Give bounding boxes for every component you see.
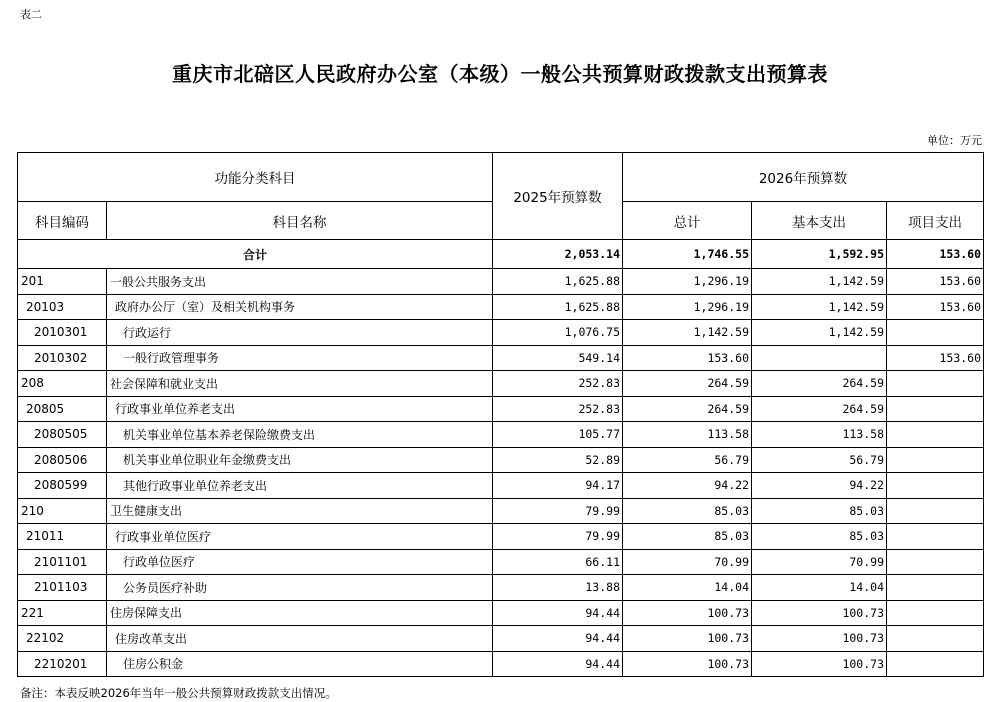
row-project bbox=[887, 524, 984, 550]
row-code: 208 bbox=[18, 371, 107, 397]
row-project bbox=[887, 422, 984, 448]
row-basic: 85.03 bbox=[752, 498, 887, 524]
row-total: 1,296.19 bbox=[623, 269, 752, 295]
header-name: 科目名称 bbox=[107, 202, 493, 240]
row-basic: 100.73 bbox=[752, 600, 887, 626]
row-name: 行政事业单位养老支出 bbox=[107, 396, 493, 422]
row-code: 20805 bbox=[18, 396, 107, 422]
row-basic: 56.79 bbox=[752, 447, 887, 473]
row-project: 153.60 bbox=[887, 345, 984, 371]
header-budget-2025: 2025年预算数 bbox=[493, 153, 623, 240]
table-row bbox=[18, 626, 984, 652]
row-total: 264.59 bbox=[623, 371, 752, 397]
row-total: 264.59 bbox=[623, 396, 752, 422]
row-b2025: 252.83 bbox=[493, 371, 623, 397]
row-code: 2101103 bbox=[18, 575, 107, 601]
row-total: 1,296.19 bbox=[623, 294, 752, 320]
row-project bbox=[887, 549, 984, 575]
row-basic: 264.59 bbox=[752, 396, 887, 422]
table-row bbox=[18, 371, 984, 397]
row-name: 其他行政事业单位养老支出 bbox=[107, 473, 493, 499]
row-project bbox=[887, 600, 984, 626]
row-b2025: 52.89 bbox=[493, 447, 623, 473]
row-project bbox=[887, 371, 984, 397]
row-project bbox=[887, 447, 984, 473]
row-code: 2210201 bbox=[18, 651, 107, 677]
row-total: 85.03 bbox=[623, 498, 752, 524]
row-b2025: 94.17 bbox=[493, 473, 623, 499]
table-row bbox=[18, 447, 984, 473]
row-project bbox=[887, 320, 984, 346]
table-row bbox=[18, 549, 984, 575]
row-name: 公务员医疗补助 bbox=[107, 575, 493, 601]
page-title: 重庆市北碚区人民政府办公室（本级）一般公共预算财政拨款支出预算表 bbox=[172, 62, 828, 86]
row-code: 2080599 bbox=[18, 473, 107, 499]
table-row bbox=[18, 269, 984, 295]
row-name: 住房公积金 bbox=[107, 651, 493, 677]
row-basic: 113.58 bbox=[752, 422, 887, 448]
table-row bbox=[18, 473, 984, 499]
row-b2025: 1,625.88 bbox=[493, 294, 623, 320]
header-code: 科目编码 bbox=[18, 202, 107, 240]
total-project: 153.60 bbox=[887, 240, 984, 269]
header-budget-2026: 2026年预算数 bbox=[623, 153, 984, 202]
header-func-class: 功能分类科目 bbox=[18, 153, 493, 202]
row-name: 机关事业单位职业年金缴费支出 bbox=[107, 447, 493, 473]
row-name: 社会保障和就业支出 bbox=[107, 371, 493, 397]
row-basic bbox=[752, 345, 887, 371]
row-total: 100.73 bbox=[623, 600, 752, 626]
row-name: 行政单位医疗 bbox=[107, 549, 493, 575]
table-row bbox=[18, 600, 984, 626]
table-row bbox=[18, 651, 984, 677]
row-basic: 94.22 bbox=[752, 473, 887, 499]
header-total: 总计 bbox=[623, 202, 752, 240]
total-row bbox=[18, 240, 984, 269]
row-code: 2010301 bbox=[18, 320, 107, 346]
row-total: 94.22 bbox=[623, 473, 752, 499]
row-name: 一般行政管理事务 bbox=[107, 345, 493, 371]
row-name: 住房改革支出 bbox=[107, 626, 493, 652]
row-project: 153.60 bbox=[887, 269, 984, 295]
row-project bbox=[887, 498, 984, 524]
table-row bbox=[18, 294, 984, 320]
row-b2025: 252.83 bbox=[493, 396, 623, 422]
row-basic: 1,142.59 bbox=[752, 269, 887, 295]
row-b2025: 94.44 bbox=[493, 626, 623, 652]
row-b2025: 1,076.75 bbox=[493, 320, 623, 346]
row-total: 153.60 bbox=[623, 345, 752, 371]
row-project bbox=[887, 626, 984, 652]
row-b2025: 66.11 bbox=[493, 549, 623, 575]
row-basic: 264.59 bbox=[752, 371, 887, 397]
row-code: 22102 bbox=[18, 626, 107, 652]
row-basic: 70.99 bbox=[752, 549, 887, 575]
row-total: 70.99 bbox=[623, 549, 752, 575]
unit-label: 单位：万元 bbox=[927, 134, 982, 147]
row-name: 行政事业单位医疗 bbox=[107, 524, 493, 550]
row-name: 行政运行 bbox=[107, 320, 493, 346]
row-code: 221 bbox=[18, 600, 107, 626]
row-project bbox=[887, 396, 984, 422]
table-row bbox=[18, 498, 984, 524]
row-b2025: 94.44 bbox=[493, 651, 623, 677]
row-project: 153.60 bbox=[887, 294, 984, 320]
row-b2025: 549.14 bbox=[493, 345, 623, 371]
table-row bbox=[18, 524, 984, 550]
table-row bbox=[18, 396, 984, 422]
row-total: 113.58 bbox=[623, 422, 752, 448]
budget-table bbox=[17, 152, 984, 677]
row-total: 100.73 bbox=[623, 651, 752, 677]
row-total: 14.04 bbox=[623, 575, 752, 601]
table-row bbox=[18, 575, 984, 601]
total-b2025: 2,053.14 bbox=[493, 240, 623, 269]
row-b2025: 94.44 bbox=[493, 600, 623, 626]
row-name: 住房保障支出 bbox=[107, 600, 493, 626]
row-basic: 100.73 bbox=[752, 651, 887, 677]
row-code: 20103 bbox=[18, 294, 107, 320]
row-b2025: 1,625.88 bbox=[493, 269, 623, 295]
row-basic: 1,142.59 bbox=[752, 294, 887, 320]
row-project bbox=[887, 651, 984, 677]
row-b2025: 13.88 bbox=[493, 575, 623, 601]
header-basic: 基本支出 bbox=[752, 202, 887, 240]
row-code: 2010302 bbox=[18, 345, 107, 371]
row-name: 一般公共服务支出 bbox=[107, 269, 493, 295]
row-basic: 14.04 bbox=[752, 575, 887, 601]
table-row bbox=[18, 320, 984, 346]
row-project bbox=[887, 575, 984, 601]
row-total: 100.73 bbox=[623, 626, 752, 652]
row-code: 21011 bbox=[18, 524, 107, 550]
total-total: 1,746.55 bbox=[623, 240, 752, 269]
row-code: 210 bbox=[18, 498, 107, 524]
row-basic: 85.03 bbox=[752, 524, 887, 550]
table-row bbox=[18, 422, 984, 448]
total-basic: 1,592.95 bbox=[752, 240, 887, 269]
row-total: 56.79 bbox=[623, 447, 752, 473]
row-b2025: 105.77 bbox=[493, 422, 623, 448]
row-project bbox=[887, 473, 984, 499]
row-basic: 100.73 bbox=[752, 626, 887, 652]
row-total: 1,142.59 bbox=[623, 320, 752, 346]
row-name: 机关事业单位基本养老保险缴费支出 bbox=[107, 422, 493, 448]
row-code: 2101101 bbox=[18, 549, 107, 575]
row-code: 2080505 bbox=[18, 422, 107, 448]
table-label: 表二 bbox=[20, 8, 42, 21]
row-b2025: 79.99 bbox=[493, 498, 623, 524]
row-basic: 1,142.59 bbox=[752, 320, 887, 346]
row-b2025: 79.99 bbox=[493, 524, 623, 550]
table-row bbox=[18, 345, 984, 371]
row-code: 2080506 bbox=[18, 447, 107, 473]
row-code: 201 bbox=[18, 269, 107, 295]
row-name: 政府办公厅（室）及相关机构事务 bbox=[107, 294, 493, 320]
row-name: 卫生健康支出 bbox=[107, 498, 493, 524]
total-label: 合计 bbox=[18, 240, 493, 269]
row-total: 85.03 bbox=[623, 524, 752, 550]
header-project: 项目支出 bbox=[887, 202, 984, 240]
footnote: 备注：本表反映2026年当年一般公共预算财政拨款支出情况。 bbox=[20, 686, 337, 700]
